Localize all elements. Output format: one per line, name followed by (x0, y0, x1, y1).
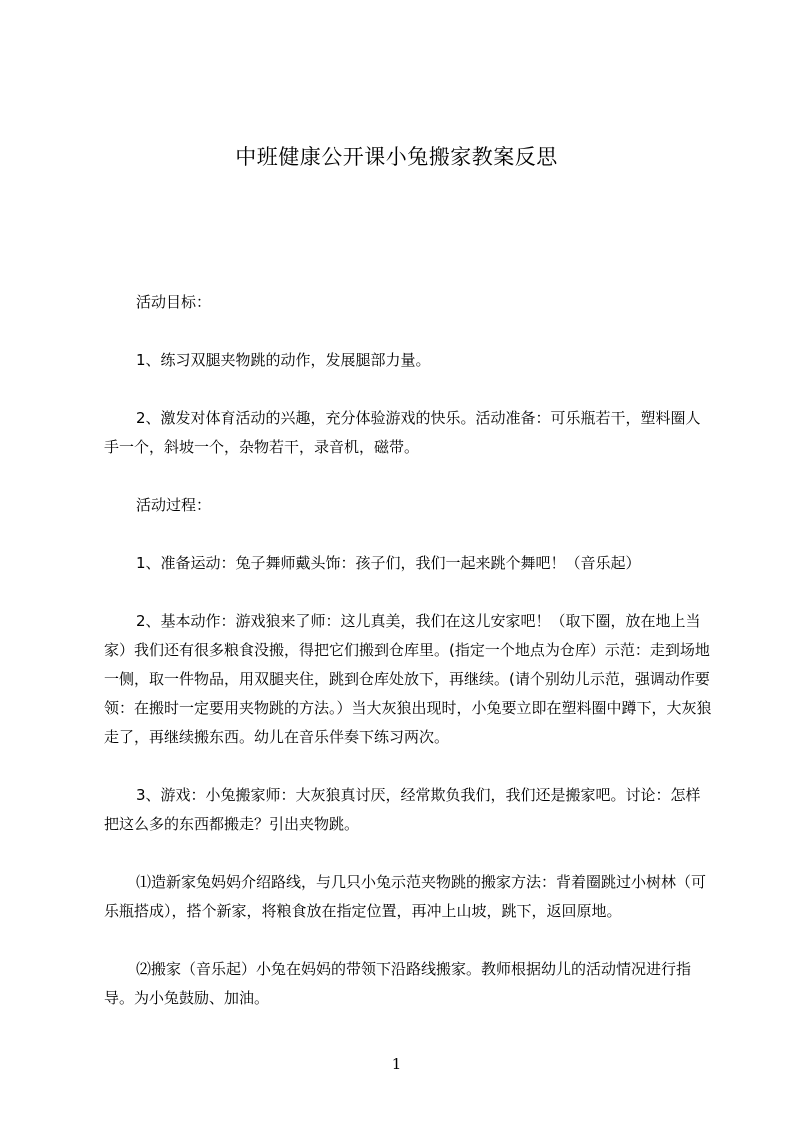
paragraph-objective-1: 1、练习双腿夹物跳的动作，发展腿部力量。 (136, 351, 431, 369)
paragraph-moving: ⑵搬家（音乐起）小兔在妈妈的带领下沿路线搬家。教师根据幼儿的活动情况进行指导。为小兔鼓励、加油。 (104, 960, 692, 1007)
paragraph-warmup: 1、准备运动：兔子舞师戴头饰：孩子们，我们一起来跳个舞吧！（音乐起） (136, 554, 641, 572)
document-body (104, 288, 712, 1042)
paragraph-basic-movement: 2、基本动作：游戏狼来了师：这儿真美，我们在这儿安家吧！（取下圈，放在地上当家）我们还有很多粮食没搬，得把它们搬到仓库里。(指定一个地点为仓库）示范：走到场地一侧，取一件物品，用双腿夹住，跳到仓库处放下，再继续。(请个别幼儿示范，强调动作要领：在搬时一定要用夹物跳的方法。）当大灰狼出现时，小兔要立即在塑料圈中蹲下，大灰狼走了，再继续搬东西。幼儿在音乐伴奏下练习两次。 (104, 612, 712, 746)
page-number: 1 (391, 1055, 402, 1073)
paragraph-objectives-heading: 活动目标： (136, 293, 212, 311)
paragraph-new-home: ⑴造新家兔妈妈介绍路线，与几只小兔示范夹物跳的搬家方法：背着圈跳过小树林（可乐瓶搭成），搭个新家，将粮食放在指定位置，再冲上山坡，跳下，返回原地。 (104, 873, 707, 920)
paragraph-game: 3、游戏：小兔搬家师：大灰狼真讨厌，经常欺负我们，我们还是搬家吧。讨论：怎样把这么多的东西都搬走？引出夹物跳。 (104, 786, 701, 833)
paragraph-process-heading: 活动过程： (136, 496, 212, 514)
page-title: 中班健康公开课小兔搬家教案反思 (235, 145, 558, 169)
paragraph-objective-2-preparation: 2、激发对体育活动的兴趣，充分体验游戏的快乐。活动准备：可乐瓶若干，塑料圈人手一个，斜坡一个，杂物若干，录音机，磁带。 (104, 409, 701, 456)
